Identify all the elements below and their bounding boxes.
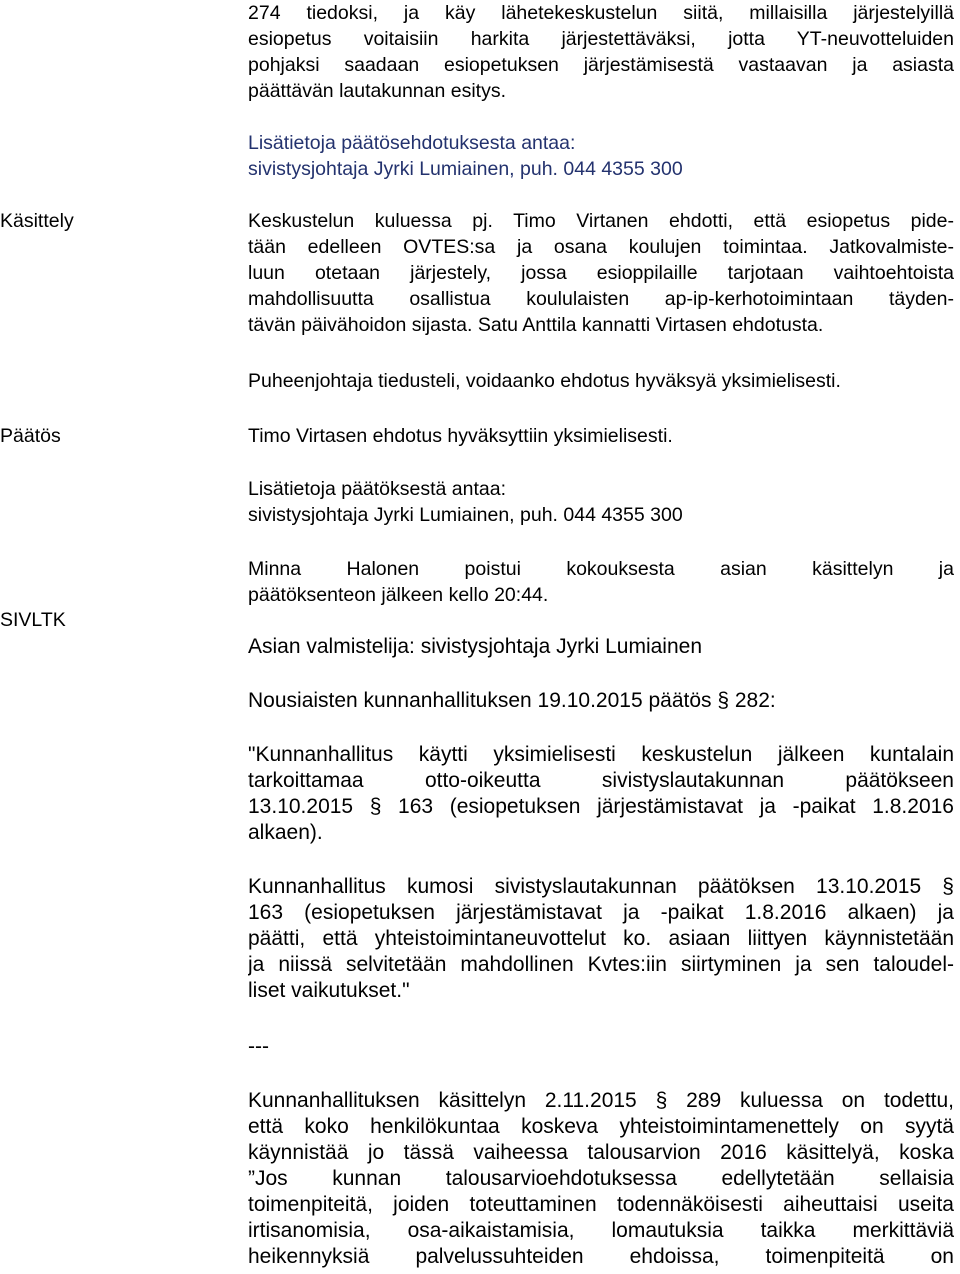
paatos-label: Päätös xyxy=(0,425,61,447)
final-line: heikennyksiä palvelussuhteiden ehdoissa, toimenpiteitä on xyxy=(248,1245,954,1268)
sivltk-label: SIVLTK xyxy=(0,609,66,631)
final-line: ”Jos kunnan talousarvioehdotuksessa edellytetään sellaisia xyxy=(248,1167,954,1190)
decision-line: 163 (esiopetuksen järjestämistavat ja -paikat 1.8.2016 alkaen) ja xyxy=(248,901,954,924)
intro-info-contact: sivistysjohtaja Jyrki Lumiainen, puh. 044 4355 300 xyxy=(248,158,683,180)
intro-line: esiopetus voitaisiin harkita järjestettäväksi, jotta YT-neuvotteluiden xyxy=(248,28,954,50)
quote-line: tarkoittamaa otto-oikeutta sivistyslautakunnan päätökseen xyxy=(248,769,954,792)
quote-line: "Kunnanhallitus käytti yksimielisesti keskustelun jälkeen kuntalain xyxy=(248,743,954,766)
sivltk-paragraph xyxy=(248,556,954,608)
paatos-text: Timo Virtasen ehdotus hyväksyttiin yksimielisesti. xyxy=(248,425,673,447)
sivltk-line: päätöksenteon jälkeen kello 20:44. xyxy=(248,584,549,606)
board-heading: Nousiaisten kunnanhallituksen 19.10.2015 päätös § 282: xyxy=(248,689,776,712)
decision-line: päätti, että yhteistoimintaneuvottelut ko. asiaan liittyen käynnistetään xyxy=(248,927,954,950)
kasittely-line: mahdollisuutta osallistua koululaisten ap-ip-kerhotoimintaan täyden- xyxy=(248,288,954,310)
quote-line: alkaen). xyxy=(248,821,323,844)
kasittely-paragraph xyxy=(248,208,954,338)
preparer-text: Asian valmistelija: sivistysjohtaja Jyrki Lumiainen xyxy=(248,635,703,658)
final-line: irtisanomisia, osa-aikaistamisia, lomautuksia taikka merkittäviä xyxy=(248,1219,954,1242)
kasittely-line: tävän päivähoidon sijasta. Satu Anttila kannatti Virtasen ehdotusta. xyxy=(248,314,824,336)
decision-line: Kunnanhallitus kumosi sivistyslautakunnan päätöksen 13.10.2015 § xyxy=(248,875,954,898)
final-line: että koko henkilökuntaa koskeva yhteistoimintamenettely on syytä xyxy=(248,1115,954,1138)
intro-line: pohjaksi saadaan esiopetuksen järjestämisestä vastaavan ja asiasta xyxy=(248,54,954,76)
paatos-info-heading: Lisätietoja päätöksestä antaa: xyxy=(248,478,507,500)
separator: --- xyxy=(248,1035,269,1058)
final-line: Kunnanhallituksen käsittelyn 2.11.2015 § 289 kuluessa on todettu, xyxy=(248,1089,954,1112)
decision-line: liset vaikutukset." xyxy=(248,979,410,1002)
intro-info-heading: Lisätietoja päätösehdotuksesta antaa: xyxy=(248,132,576,154)
final-line: käynnistää jo tässä vaiheessa talousarvion 2016 käsittelyä, koska xyxy=(248,1141,954,1164)
paatos-info-contact: sivistysjohtaja Jyrki Lumiainen, puh. 044 4355 300 xyxy=(248,504,683,526)
quote-line: 13.10.2015 § 163 (esiopetuksen järjestämistavat ja -paikat 1.8.2016 xyxy=(248,795,954,818)
kasittely-line: luun otetaan järjestely, jossa esioppilaille tarjotaan vaihtoehtoista xyxy=(248,262,954,284)
sivltk-line: Minna Halonen poistui kokouksesta asian käsittelyn ja xyxy=(248,558,954,580)
final-line: toimenpiteitä, joiden toteuttaminen todennäköisesti aiheuttaisi useita xyxy=(248,1193,954,1216)
kasittely-line: tään edelleen OVTES:sa ja osana koulujen toimintaa. Jatkovalmiste- xyxy=(248,236,954,258)
kasittely-line: Keskustelun kuluessa pj. Timo Virtanen ehdotti, että esiopetus pide- xyxy=(248,210,954,232)
intro-line: 274 tiedoksi, ja käy lähetekeskustelun siitä, millaisilla järjestelyillä xyxy=(248,2,954,24)
intro-paragraph xyxy=(248,0,954,104)
chair-question: Puheenjohtaja tiedusteli, voidaanko ehdotus hyväksyä yksimielisesti. xyxy=(248,370,841,392)
intro-line: päättävän lautakunnan esitys. xyxy=(248,80,507,102)
decision-line: ja niissä selvitetään mahdollinen Kvtes:iin siirtyminen ja sen taloudel- xyxy=(248,953,954,976)
kasittely-label: Käsittely xyxy=(0,210,74,232)
